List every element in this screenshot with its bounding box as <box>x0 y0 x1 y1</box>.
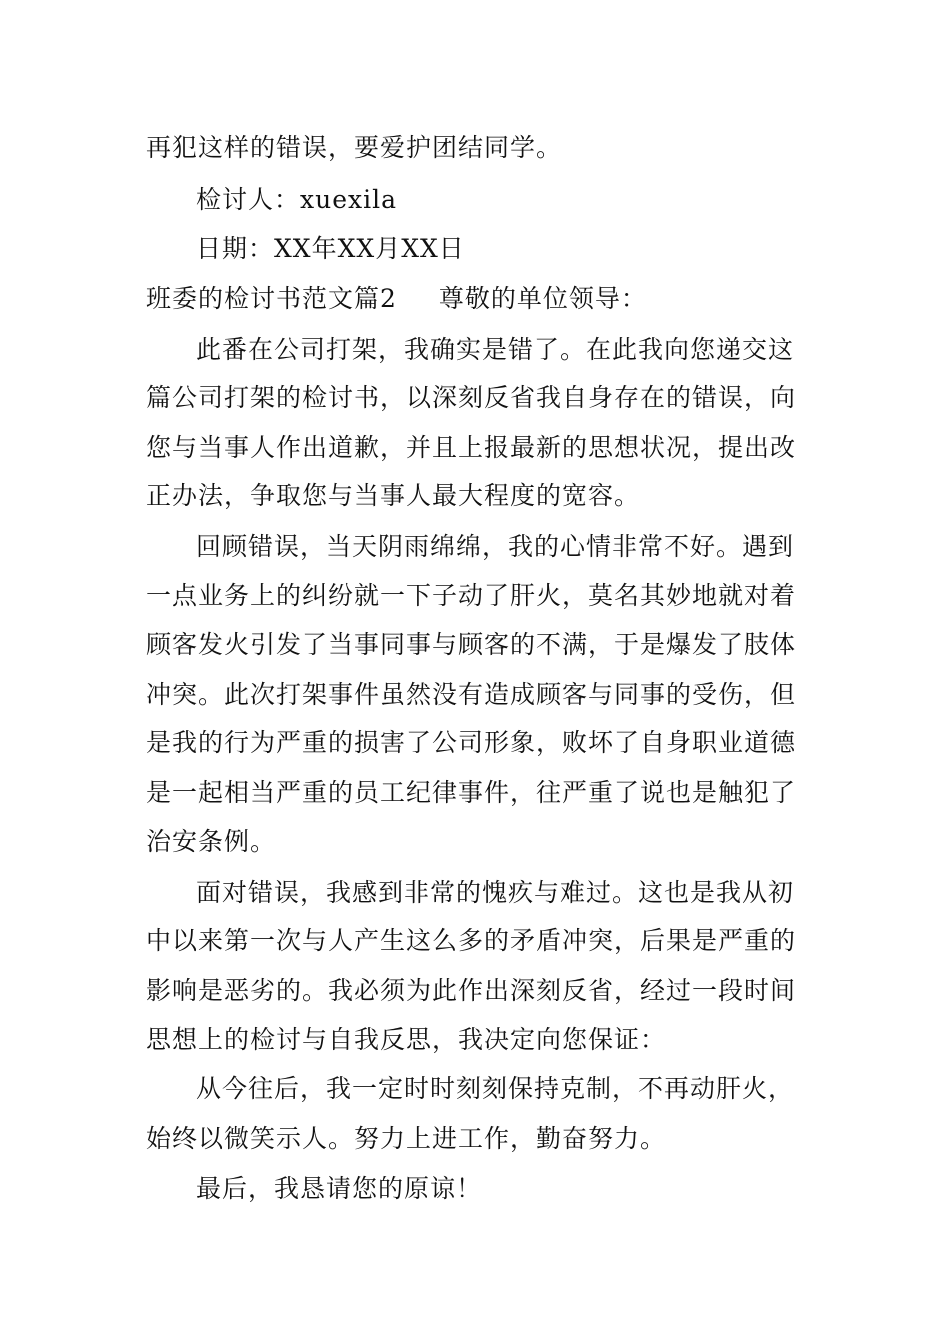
text-line: 顾客发火引发了当事同事与顾客的不满，于是爆发了肢体 <box>146 630 797 659</box>
text-line: 面对错误，我感到非常的愧疚与难过。这也是我从初 <box>196 878 795 907</box>
text-line: 是一起相当严重的员工纪律事件，往严重了说也是触犯了 <box>146 778 797 807</box>
section-heading-row <box>146 284 647 314</box>
text-line: 始终以微笑示人。努力上进工作，勤奋努力。 <box>146 1124 667 1153</box>
text-line: 一点业务上的纠纷就一下子动了肝火，莫名其妙地就对着 <box>146 581 797 610</box>
text-line: 最后，我恳请您的原谅！ <box>196 1174 483 1203</box>
text-line: 再犯这样的错误，要爱护团结同学。 <box>146 133 563 162</box>
text-line: 影响是恶劣的。我必须为此作出深刻反省，经过一段时间 <box>146 976 797 1005</box>
text-line: 篇公司打架的检讨书，以深刻反省我自身存在的错误，向 <box>146 383 797 412</box>
text-line: 治安条例。 <box>146 827 277 856</box>
salutation: 尊敬的单位领导： <box>438 284 647 313</box>
text-line: 中以来第一次与人产生这么多的矛盾冲突，后果是严重的 <box>146 926 797 955</box>
text-line: 是我的行为严重的损害了公司形象，败坏了自身职业道德 <box>146 728 797 757</box>
text-line: 思想上的检讨与自我反思，我决定向您保证： <box>146 1025 667 1054</box>
text-line: 从今往后，我一定时时刻刻保持克制，不再动肝火， <box>196 1074 795 1103</box>
date-line: 日期：XX年XX月XX日 <box>196 234 465 263</box>
text-line: 回顾错误，当天阴雨绵绵，我的心情非常不好。遇到 <box>196 532 795 561</box>
text-line: 正办法，争取您与当事人最大程度的宽容。 <box>146 481 641 510</box>
signature-line: 检讨人：xuexila <box>196 185 397 214</box>
text-line: 冲突。此次打架事件虽然没有造成顾客与同事的受伤，但 <box>146 680 797 709</box>
text-line: 您与当事人作出道歉，并且上报最新的思想状况，提出改 <box>146 433 797 462</box>
section-title: 班委的检讨书范文篇2 <box>146 284 397 313</box>
text-line: 此番在公司打架，我确实是错了。在此我向您递交这 <box>196 335 795 364</box>
